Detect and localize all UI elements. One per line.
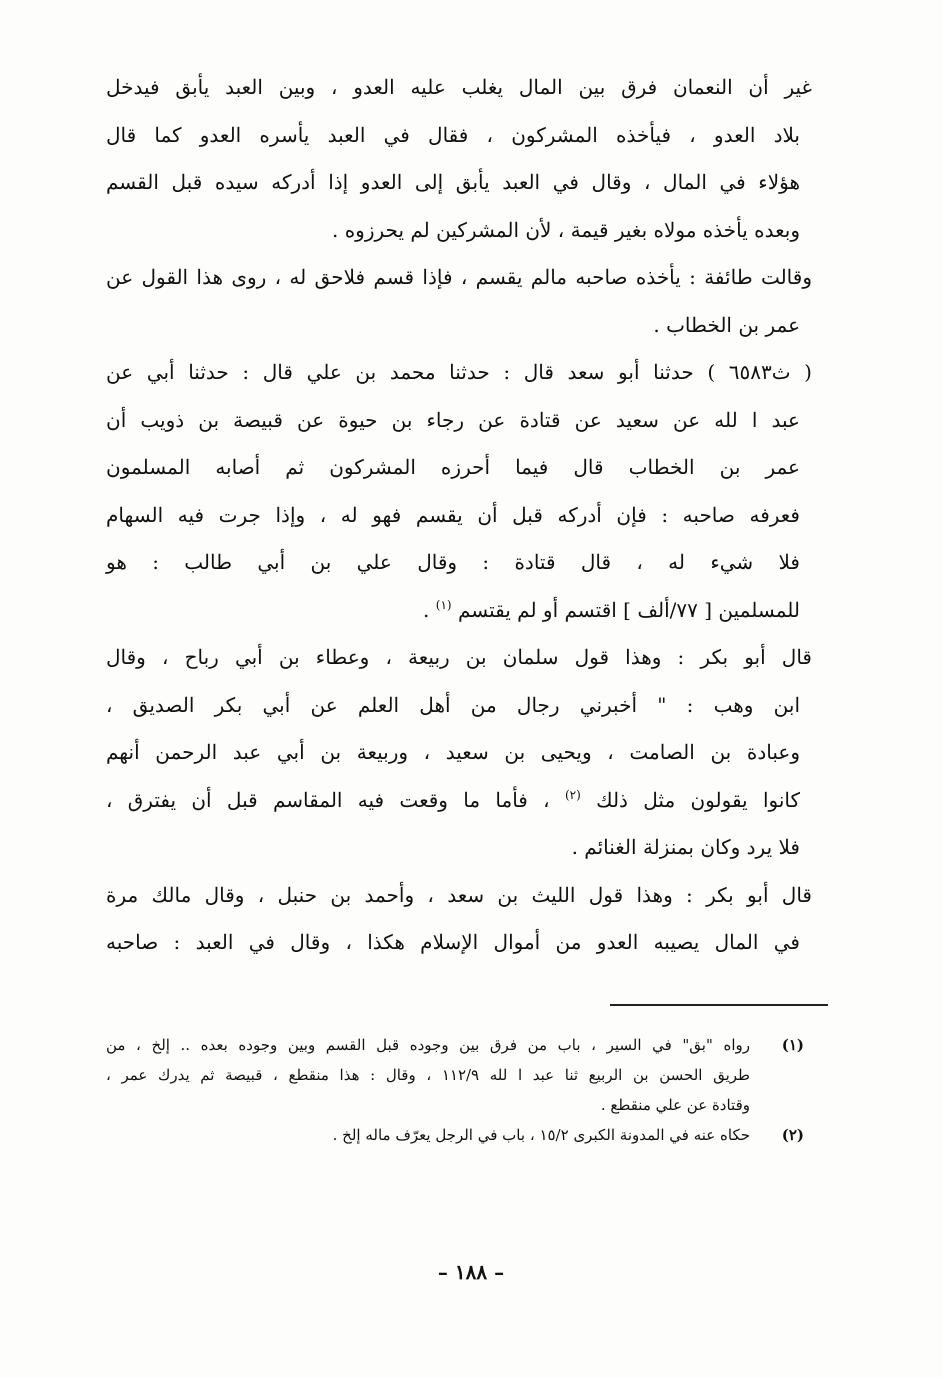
text-segment: ، فأما ما وقعت فيه المقاسم قبل أن يفترق ،	[106, 787, 550, 812]
text-line: عمر بن الخطاب .	[653, 312, 800, 337]
text-line: فلا شيء له ، قال قتادة : وقال علي بن أبي طالب : هو	[106, 550, 800, 574]
text-line: بلاد العدو ، فيأخذه المشركون ، فقال في العبد يأسره العدو كما قال	[106, 122, 800, 147]
paragraph-1	[106, 64, 812, 254]
footnote-line: رواه "بق" في السير ، باب من فرق بين وجوده قبل القسم وبين وجوده بعده .. إلخ ، من	[106, 1036, 750, 1054]
main-text	[106, 64, 812, 967]
footnote-mark: (٢)	[564, 787, 581, 802]
text-line: ( ث٦٥٨٣ ) حدثنا أبو سعد قال : حدثنا محمد بن علي قال : حدثنا أبي عن	[106, 360, 812, 384]
footnote-2	[106, 1120, 812, 1150]
text-line	[106, 587, 800, 635]
text-line: فلا يرد وكان بمنزلة الغنائم .	[571, 835, 800, 859]
text-line: غير أن النعمان فرق بين المال يغلب عليه العدو ، وبين العبد يأبق فيدخل	[106, 75, 812, 99]
text-segment: للمسلمين [ ٧٧/ألف ] اقتسم أو لم يقتسم	[457, 597, 800, 622]
paragraph-2	[106, 254, 812, 349]
footnote-line: طريق الحسن بن الربيع ثنا عبد ا لله ١١٢/٩ ، وقال : هذا منقطع ، قبيصة ثم يدرك عمر ،	[106, 1066, 750, 1084]
text-line: قال أبو بكر : وهذا قول سلمان بن ربيعة ، وعطاء بن أبي رباح ، وقال	[106, 645, 812, 669]
text-line: عمر بن الخطاب قال فيما أحرزه المشركون ثم أصابه المسلمون	[106, 455, 800, 479]
footnote-number: (١)	[781, 1036, 804, 1054]
text-line: عبد ا لله عن سعيد عن قتادة عن رجاء بن حيوة عن قبيصة بن ذويب أن	[106, 407, 800, 432]
page-number: – ١٨٨ –	[437, 1260, 505, 1284]
paragraph-3-hadith	[106, 349, 812, 634]
footnote-mark: (١)	[435, 597, 452, 612]
footnote-separator	[610, 1004, 828, 1006]
text-line: وبعده يأخذه مولاه بغير قيمة ، لأن المشركين لم يحرزوه .	[331, 217, 800, 242]
footnote-line: وقتادة عن علي منقطع .	[600, 1096, 750, 1114]
text-line: هؤلاء في المال ، وقال في العبد يأبق إلى العدو إذا أدركه سيده قبل القسم	[106, 170, 800, 194]
text-line: في المال يصيبه العدو من أموال الإسلام هكذا ، وقال في العبد : صاحبه	[106, 930, 800, 954]
text-line	[106, 777, 800, 825]
text-line: فعرفه صاحبه : فإن أدركه قبل أن يقسم فهو له ، وإذا جرت فيه السهام	[106, 502, 800, 527]
text-segment: كانوا يقولون مثل ذلك	[596, 787, 801, 812]
footnote-1	[106, 1030, 812, 1120]
paragraph-4	[106, 634, 812, 872]
text-line: وقالت طائفة : يأخذه صاحبه مالم يقسم ، فإذا قسم فلاحق له ، روى هذا القول عن	[106, 265, 812, 289]
footnote-number: (٢)	[781, 1126, 804, 1144]
text-line: وعبادة بن الصامت ، ويحيى بن سعيد ، وربيعة بن أبي عبد الرحمن أنهم	[106, 740, 800, 764]
footnote-line: حكاه عنه في المدونة الكبرى ١٥/٢ ، باب في الرجل يعرّف ماله إلخ .	[332, 1126, 750, 1144]
text-line: ابن وهب : " أخبرني رجال من أهل العلم عن أبي بكر الصديق ،	[106, 692, 800, 717]
text-line: قال أبو بكر : وهذا قول الليث بن سعد ، وأحمد بن حنبل ، وقال مالك مرة	[106, 882, 812, 907]
paragraph-5	[106, 872, 812, 967]
text-segment: .	[423, 597, 430, 622]
footnotes	[106, 1030, 812, 1150]
